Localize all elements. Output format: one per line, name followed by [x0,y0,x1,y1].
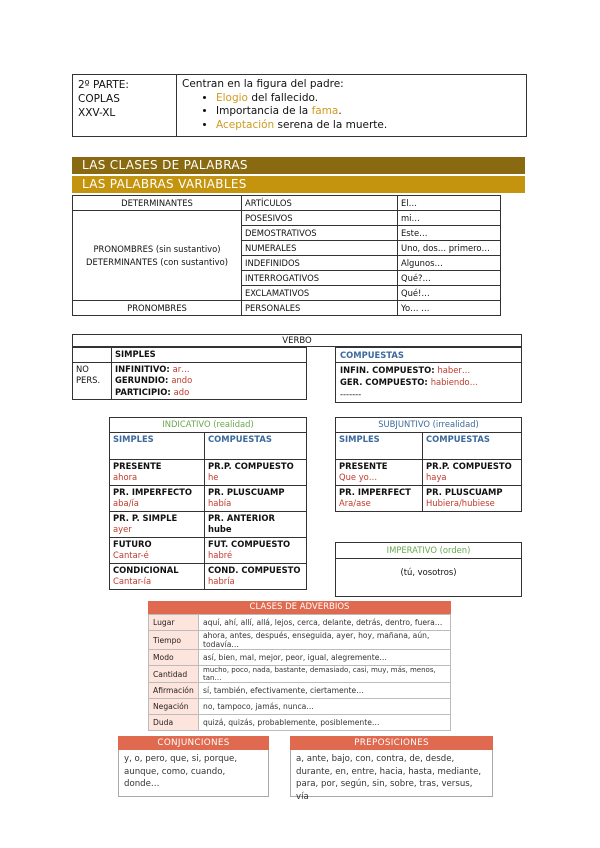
det-type: DEMOSTRATIVOS [242,226,398,241]
table-row [73,196,501,211]
table-row [149,715,451,731]
table-row [336,459,522,485]
det-example: Algunos… [398,256,501,271]
adverb-class-label: Cantidad [149,666,199,683]
tense-cell: PR. ANTERIOR hube [205,511,307,537]
determinantes-head: DETERMINANTES [73,196,242,211]
subjuntivo-title: SUBJUNTIVO (irrealidad) [336,418,522,433]
tense-cell: FUT. COMPUESTO habré [205,537,307,563]
participio-line: PARTICIPIO: ado [115,386,190,397]
banner-clases-palabras: LAS CLASES DE PALABRAS [72,157,525,174]
preposiciones-panel [290,736,493,802]
indicativo-table [109,417,307,590]
infinitivo-line: INFINITIVO: ar… [115,363,190,374]
imperativo-box [335,542,522,597]
table-row [110,459,307,485]
part-box [72,74,527,137]
det-example: Yo… … [398,301,501,316]
adverbios-title: CLASES DE ADVERBIOS [148,601,451,614]
det-type: INDEFINIDOS [242,256,398,271]
adverb-examples: aquí, ahí, allí, allá, lejos, cerca, delante, detrás, dentro, fuera… [199,615,451,631]
adverb-class-label: Modo [149,650,199,666]
det-type: EXCLAMATIVOS [242,286,398,301]
verbo-compuestas-box [335,347,522,403]
no-pers-label: NO PERS. [73,362,112,400]
infin-comp-line: INFIN. COMPUESTO: haber… [340,365,471,375]
part-label-line: COPLAS [78,93,120,105]
table-row [336,418,522,433]
det-type: ARTÍCULOS [242,196,398,211]
table-row [73,348,307,363]
preposiciones-title: PREPOSICIONES [290,736,493,750]
banner-palabras-variables: LAS PALABRAS VARIABLES [72,176,525,193]
conjunciones-title: CONJUNCIONES [118,736,269,750]
adverb-class-label: Lugar [149,615,199,631]
conjunciones-panel [118,736,269,797]
imperativo-value: (tú, vosotros) [400,567,457,577]
table-row [336,485,522,511]
pronombres-determinantes-group: PRONOMBRES (sin sustantivo) DETERMINANTES (con sustantivo) [73,211,242,301]
bullet-item: • Elogio del fallecido. [216,92,521,106]
adverb-examples: no, tampoco, jamás, nunca… [199,699,451,715]
tense-cell: PR. P. SIMPLE ayer [110,511,205,537]
tense-cell: PR. PLUSCUAMP había [205,485,307,511]
det-type: INTERROGATIVOS [242,271,398,286]
det-example: El… [398,196,501,211]
table-row [149,699,451,715]
tense-cell: PR.P. COMPUESTO haya [423,459,522,485]
table-row [149,683,451,699]
table-row [110,418,307,433]
part-content [177,75,526,136]
pronombres-foot: PRONOMBRES [73,301,242,316]
adverbios-table [148,614,451,731]
adverb-examples: sí, también, efectivamente, ciertamente… [199,683,451,699]
gerundio-line: GERUNDIO: ando [115,375,193,385]
det-example: Qué?… [398,271,501,286]
determinantes-table [72,195,501,316]
adverb-examples: mucho, poco, nada, bastante, demasiado, casi, muy, más, menos, tan… [199,666,451,683]
bullet-item: • Importancia de la fama. [216,105,521,119]
det-example: Este… [398,226,501,241]
adverb-examples: así, bien, mal, mejor, peor, igual, alegremente… [199,650,451,666]
table-row [149,650,451,666]
verbo-simples-table [72,347,307,400]
col-simples: SIMPLES [110,432,205,459]
det-type: NUMERALES [242,241,398,256]
table-row [110,485,307,511]
part-label-line: 2º PARTE: [78,79,129,91]
tense-cell: PRESENTE Que yo… [336,459,423,485]
part-label [73,75,177,136]
tense-cell: PR. PLUSCUAMP Hubiera/hubiese [423,485,522,511]
preposiciones-text: a, ante, bajo, con, contra, de, desde, durante, en, entre, hacia, hasta, mediante, para, por, según, sin, sobre, tras, versus, vía [290,750,493,797]
tense-cell: PRESENTE ahora [110,459,205,485]
indicativo-title: INDICATIVO (realidad) [110,418,307,433]
table-row [336,432,522,459]
table-row [110,511,307,537]
verbo-title: VERBO [72,334,522,347]
conjunciones-text: y, o, pero, que, si, porque, aunque, como, cuando, donde… [118,750,269,797]
col-simples: SIMPLES [336,432,423,459]
det-type: POSESIVOS [242,211,398,226]
adverbios-panel [148,601,451,731]
part-intro: Centran en la figura del padre: [182,78,344,90]
col-compuestas: COMPUESTAS [205,432,307,459]
tense-cell: COND. COMPUESTO habría [205,563,307,589]
simples-head: SIMPLES [112,348,307,363]
col-compuestas: COMPUESTAS [423,432,522,459]
adverb-examples: quizá, quizás, probablemente, posiblemente… [199,715,451,731]
det-example: mi… [398,211,501,226]
tense-cell: PR. IMPERFECT Ara/ase [336,485,423,511]
adverb-class-label: Negación [149,699,199,715]
adverb-examples: ahora, antes, después, enseguida, ayer, hoy, mañana, aún, todavía… [199,631,451,650]
bullet-item: • Aceptación serena de la muerte. [216,119,521,133]
subjuntivo-table [335,417,522,512]
tense-cell: PR.P. COMPUESTO he [205,459,307,485]
blank-cell [73,348,112,363]
part-bullets [182,92,521,133]
tense-cell: PR. IMPERFECTO aba/ía [110,485,205,511]
table-row [110,432,307,459]
table-row [149,615,451,631]
table-row [73,362,307,400]
dashes: ------- [340,389,362,399]
no-personales-cell [112,362,307,400]
det-example: Qué!… [398,286,501,301]
adverb-class-label: Tiempo [149,631,199,650]
adverb-class-label: Duda [149,715,199,731]
table-row [110,537,307,563]
adverb-class-label: Afirmación [149,683,199,699]
part-label-line: XXV-XL [78,107,116,119]
det-example: Uno, dos… primero… [398,241,501,256]
compuestas-head: COMPUESTAS [336,349,521,363]
ger-comp-line: GER. COMPUESTO: habiendo… [340,377,479,387]
imperativo-title: IMPERATIVO (orden) [336,543,521,559]
table-row [149,666,451,683]
tense-cell: FUTURO Cantar-é [110,537,205,563]
table-row [149,631,451,650]
table-row [110,563,307,589]
det-type: PERSONALES [242,301,398,316]
table-row [73,211,501,226]
table-row [73,301,501,316]
tense-cell: CONDICIONAL Cantar-ía [110,563,205,589]
